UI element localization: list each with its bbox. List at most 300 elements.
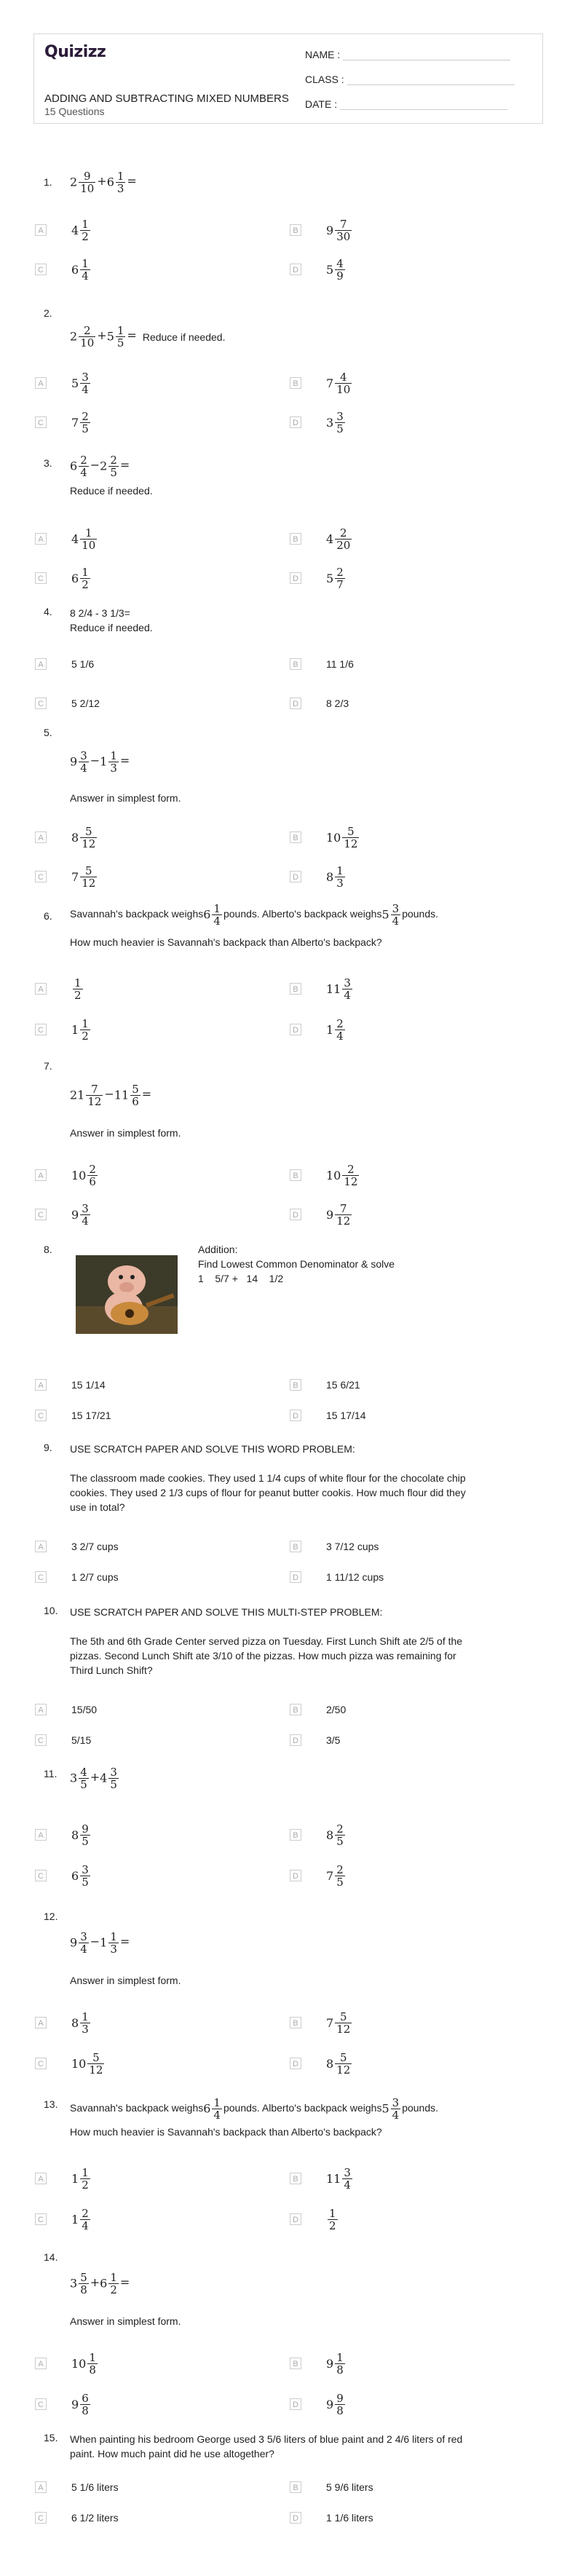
denominator: 2 [82,578,89,591]
option-c[interactable] [71,258,92,282]
option-b-badge[interactable]: B [290,831,301,843]
option-d-badge[interactable]: D [290,572,301,584]
option-b[interactable] [326,1704,346,1715]
numerator: 5 [80,826,97,838]
numerator: 5 [335,2011,352,2023]
option-c[interactable] [71,1203,92,1227]
mixed-number [71,1863,92,1889]
option-c[interactable] [71,2512,119,2524]
operator: + [97,174,107,189]
whole-number: 1 [71,1023,79,1037]
fraction [391,2097,401,2121]
option-b[interactable] [326,1823,347,1847]
option-text: 5 1/6 [71,658,95,670]
option-b-badge[interactable]: B [290,983,301,995]
option-a-badge[interactable]: A [35,2017,47,2028]
option-d[interactable] [326,1571,384,1583]
option-a-badge[interactable]: A [35,831,47,843]
option-a-badge[interactable]: A [35,983,47,995]
denominator: 3 [116,182,124,195]
option-c-badge[interactable]: C [35,1209,47,1220]
option-c-badge[interactable]: C [35,1410,47,1421]
fraction [342,826,359,850]
numerator: 1 [82,566,89,579]
mixed-number [326,1202,353,1228]
whole-number: 10 [326,1169,341,1182]
denominator: 5 [110,466,117,479]
option-d-badge[interactable]: D [290,1209,301,1220]
whole-number: 3 [70,1771,78,1785]
text: pounds. Alberto's backpack weighs [223,908,382,920]
denominator: 4 [392,2109,400,2122]
numerator: 1 [213,2096,221,2109]
denominator: 9 [336,269,344,283]
mixed-number [326,2010,353,2036]
mixed-number [71,2166,92,2192]
option-a-badge[interactable]: A [35,658,47,670]
denominator: 2 [82,230,89,243]
option-a[interactable] [71,1823,92,1847]
option-c-badge[interactable]: C [35,2058,47,2069]
option-a[interactable] [71,826,98,850]
option-a[interactable] [71,658,94,670]
question-number [44,1442,52,1453]
option-text: 1 11/12 cups [326,1571,384,1583]
option-b[interactable] [326,218,353,242]
option-b-badge[interactable]: B [290,1829,301,1841]
mixed-number [71,526,98,552]
option-a[interactable] [71,2011,92,2035]
option-a-badge[interactable]: A [35,1541,47,1552]
number: 6. [44,910,52,922]
fraction [335,2052,352,2076]
option-b-badge[interactable]: B [290,1541,301,1552]
whole-number: 10 [71,1169,87,1182]
operator: − [90,1935,100,1949]
denominator: 4 [82,383,89,396]
option-c-badge[interactable]: C [35,2398,47,2410]
whole-number: 5 [381,907,389,922]
option-b[interactable] [326,2352,347,2376]
numerator: 7 [335,218,352,231]
question-number [44,457,52,469]
option-a[interactable] [71,1379,106,1391]
pig-guitar-image [76,1255,178,1334]
quizizz-logo: Quizizz [44,43,106,61]
option-c-badge[interactable]: C [35,572,47,584]
option-b-badge[interactable]: B [290,1704,301,1715]
question-expression [70,325,225,349]
number: 15. [44,2432,58,2443]
whole-number: 7 [326,376,334,390]
option-d-badge[interactable]: D [290,1410,301,1421]
numerator: 3 [110,1766,117,1779]
option-c[interactable] [71,566,92,590]
whole-number: 9 [326,2357,334,2371]
mixed-number [326,2207,339,2232]
whole-number: 10 [71,2057,87,2071]
whole-number: 9 [70,1935,78,1950]
option-c[interactable] [71,698,100,709]
numerator: 3 [344,2166,351,2179]
option-d[interactable] [326,1734,340,1746]
fraction [391,903,401,927]
option-b-badge[interactable]: B [290,2017,301,2028]
option-d-badge[interactable]: D [290,1571,301,1583]
option-c-badge[interactable]: C [35,871,47,882]
equals-sign: = [141,1087,152,1102]
numerator: 3 [392,902,400,915]
option-d[interactable] [326,1410,366,1421]
option-a-badge[interactable]: A [35,377,47,389]
option-c-badge[interactable]: C [35,1734,47,1746]
mixed-number [381,2096,402,2122]
fraction [86,1083,103,1107]
option-d-badge[interactable]: D [290,2058,301,2069]
option-b[interactable] [326,1379,360,1391]
operator: + [90,1770,100,1785]
question-text: 8 2/4 - 3 1/3= [70,607,130,619]
denominator: 30 [336,230,351,243]
option-a-badge[interactable]: A [35,1829,47,1841]
whole-number: 9 [71,1208,79,1222]
option-c-badge[interactable]: C [35,1571,47,1583]
option-b[interactable] [326,527,353,551]
denominator: 4 [82,1214,89,1228]
option-b-badge[interactable]: B [290,224,301,236]
numerator: 1 [82,218,89,231]
option-b-badge[interactable]: B [290,377,301,389]
mixed-number [71,976,84,1002]
numerator: 1 [74,976,82,989]
numerator: 2 [110,454,117,467]
option-d-badge[interactable]: D [290,1734,301,1746]
option-d[interactable] [326,411,347,435]
denominator: 2 [110,2283,117,2296]
whole-number: 4 [100,1771,108,1785]
whole-number: 11 [114,1088,130,1102]
whole-number: 2 [70,329,78,344]
whole-number: 3 [70,2276,78,2291]
option-b-badge[interactable]: B [290,1169,301,1181]
option-d[interactable] [326,1864,347,1888]
numerator: 1 [82,1017,89,1030]
option-d[interactable] [326,2052,353,2076]
worksheet-title: ADDING AND SUBTRACTING MIXED NUMBERS [44,92,289,105]
mixed-number [71,566,92,591]
denominator: 3 [110,1943,117,1956]
whole-number: 8 [326,870,334,884]
instruction: Reduce if needed. [142,331,226,343]
option-d[interactable] [326,1018,347,1042]
option-text: 5/15 [71,1734,92,1746]
option-d-badge[interactable]: D [290,871,301,882]
question-body: cookies. They used 2 1/3 cups of flour for peanut butter cookis. How much flour did they [70,1487,466,1498]
option-c[interactable] [71,1734,91,1746]
option-b[interactable] [326,2167,354,2191]
mixed-number [71,864,98,890]
number: 4. [44,606,52,617]
option-a[interactable] [71,1541,119,1552]
question-text [70,903,438,927]
whole-number: 8 [326,2057,334,2071]
option-d[interactable] [326,566,347,590]
mixed-number [326,2051,353,2077]
question-number [44,1911,58,1922]
instruction: Answer in simplest form. [70,2315,181,2327]
option-text: 15 6/21 [326,1379,360,1391]
option-d-badge[interactable]: D [290,2512,301,2524]
option-text: 5 9/6 liters [326,2481,373,2493]
option-a[interactable] [71,1163,99,1188]
whole-number: 5 [326,263,334,277]
option-a[interactable] [71,2167,92,2191]
whole-number: 7 [326,1869,334,1883]
fraction [79,1766,89,1790]
option-d-badge[interactable]: D [290,1024,301,1035]
denominator: 8 [336,2404,344,2417]
fraction [80,527,97,551]
option-a-badge[interactable]: A [35,2481,47,2493]
option-c[interactable] [71,2052,106,2076]
option-c[interactable] [71,865,98,889]
mixed-number [71,371,92,396]
text: Savannah's backpack weighs [70,908,204,920]
fraction [87,2052,104,2076]
option-d[interactable] [326,2208,339,2232]
denominator: 12 [82,837,96,850]
numerator: 9 [82,1822,89,1836]
option-a-badge[interactable]: A [35,1169,47,1181]
numerator: 2 [89,1163,96,1176]
option-b-badge[interactable]: B [290,658,301,670]
option-text: 3 7/12 cups [326,1541,379,1552]
fraction [80,865,97,889]
option-d[interactable] [326,698,349,709]
option-a-badge[interactable]: A [35,533,47,545]
fraction [80,258,90,282]
whole-number: 6 [106,175,114,189]
option-d[interactable] [326,2512,373,2524]
whole-number: 7 [71,416,79,430]
option-b[interactable] [326,977,354,1001]
mixed-number [326,864,347,890]
numerator: 2 [335,527,352,540]
option-b[interactable] [326,2481,373,2493]
option-a[interactable] [71,218,92,242]
option-d[interactable] [326,1203,353,1227]
fraction [87,1163,98,1188]
denominator: 3 [336,877,344,890]
fraction [335,1823,345,1847]
fraction [335,371,352,395]
whole-number: 9 [326,1208,334,1222]
question-body: paint. How much paint did he use altogether? [70,2448,274,2460]
addition-label: Addition: [198,1244,238,1255]
whole-number: 6 [71,263,79,277]
option-a[interactable] [71,1704,97,1715]
fraction [80,2208,90,2232]
option-d-badge[interactable]: D [290,2213,301,2225]
numerator: 5 [87,2052,104,2064]
mixed-number [203,902,223,928]
fraction [335,1203,352,1227]
whole-number: 5 [106,329,114,344]
option-b-badge[interactable]: B [290,2481,301,2493]
numerator: 4 [336,257,344,270]
mixed-number [326,218,353,243]
instruction: Reduce if needed. [70,485,153,497]
mixed-number [203,2096,223,2122]
fraction [79,170,95,194]
fraction [108,1766,119,1790]
option-c-badge[interactable]: C [35,2213,47,2225]
fraction [116,170,126,194]
denominator: 10 [336,383,351,396]
denominator: 12 [336,2063,351,2077]
question-expression [70,1766,120,1790]
option-d-badge[interactable]: D [290,416,301,428]
denominator: 3 [110,762,117,775]
denominator: 2 [82,1030,89,1043]
option-a[interactable] [71,2352,99,2376]
number: 13. [44,2098,58,2110]
option-d[interactable] [326,2393,347,2417]
denominator: 6 [89,1175,96,1188]
numerator: 1 [110,1930,117,1943]
text: pounds. [402,908,439,920]
denominator: 12 [82,877,96,890]
option-c[interactable] [71,1571,119,1583]
whole-number: 4 [326,532,334,546]
option-c-badge[interactable]: C [35,1870,47,1881]
option-b[interactable] [326,371,353,395]
option-b[interactable] [326,2011,353,2035]
option-b-badge[interactable]: B [290,533,301,545]
option-b-badge[interactable]: B [290,2173,301,2184]
fraction [79,454,89,478]
denominator: 12 [336,1214,351,1228]
option-text: 15 17/14 [326,1410,366,1421]
mixed-number [71,1202,92,1228]
question-number [44,2432,58,2443]
whole-number: 1 [71,2213,79,2227]
whole-number: 9 [70,754,78,769]
option-a-badge[interactable]: A [35,2173,47,2184]
question-expression [70,750,130,774]
numerator: 1 [116,170,124,183]
fraction [80,371,90,395]
option-b[interactable] [326,1541,379,1552]
option-c[interactable] [71,2393,92,2417]
question-body: Third Lunch Shift? [70,1664,153,1676]
date-field: DATE : [305,98,531,110]
whole-number: 2 [70,175,78,189]
option-b-badge[interactable]: B [290,1379,301,1391]
fraction [335,566,345,590]
option-a-badge[interactable]: A [35,2358,47,2369]
option-c[interactable] [71,2208,92,2232]
denominator: 3 [82,2023,89,2036]
numerator: 2 [79,325,95,337]
option-c[interactable] [71,1864,92,1888]
option-c-badge[interactable]: C [35,2512,47,2524]
option-c-badge[interactable]: C [35,1024,47,1035]
mixed-number [326,1822,347,1848]
fraction [335,2011,352,2035]
mixed-number [71,2351,99,2377]
option-a-badge[interactable]: A [35,1379,47,1391]
denominator: 20 [336,539,351,552]
option-d-badge[interactable]: D [290,264,301,275]
whole-number: 4 [71,224,79,237]
text: pounds. Alberto's backpack weighs [223,2102,382,2114]
option-c-badge[interactable]: C [35,698,47,709]
option-c[interactable] [71,411,92,435]
equals-sign: = [119,754,130,768]
fraction [87,2352,98,2376]
whole-number: 6 [100,2276,108,2291]
option-b-badge[interactable]: B [290,2358,301,2369]
option-text: 15/50 [71,1704,98,1715]
option-a-badge[interactable]: A [35,224,47,236]
numerator: 5 [342,826,359,838]
numerator: 7 [335,1203,352,1215]
option-c-badge[interactable]: C [35,264,47,275]
operator: − [104,1087,114,1102]
fraction [73,977,83,1001]
question-number [44,2251,58,2263]
fraction [335,527,352,551]
numerator: 4 [80,1766,87,1779]
text: pounds. [402,2102,439,2114]
whole-number: 8 [71,831,79,845]
option-d-badge[interactable]: D [290,2398,301,2410]
option-c-badge[interactable]: C [35,416,47,428]
option-a-badge[interactable]: A [35,1704,47,1715]
option-d[interactable] [326,258,347,282]
option-b[interactable] [326,658,354,670]
class-field: CLASS : [305,74,531,85]
option-a[interactable] [71,977,84,1001]
whole-number: 11 [326,2172,341,2186]
whole-number: 1 [100,1935,108,1950]
option-a[interactable] [71,527,98,551]
option-a[interactable] [71,2481,119,2493]
denominator: 12 [87,1095,102,1108]
whole-number: 1 [71,2172,79,2186]
numerator: 3 [344,976,351,989]
whole-number: 8 [326,1828,334,1842]
whole-number: 5 [71,376,79,390]
fraction [79,2272,89,2296]
whole-number: 6 [203,907,211,922]
option-text: 3/5 [326,1734,341,1746]
option-a[interactable] [71,371,92,395]
fraction [335,1864,345,1888]
option-d[interactable] [326,865,347,889]
option-c[interactable] [71,1410,111,1421]
fraction [108,750,119,774]
option-c[interactable] [71,1018,92,1042]
option-d-badge[interactable]: D [290,1870,301,1881]
option-d-badge[interactable]: D [290,698,301,709]
option-b[interactable] [326,826,360,850]
denominator: 4 [82,269,89,283]
option-b[interactable] [326,1163,360,1188]
numerator: 1 [82,257,89,270]
fraction [335,865,345,889]
